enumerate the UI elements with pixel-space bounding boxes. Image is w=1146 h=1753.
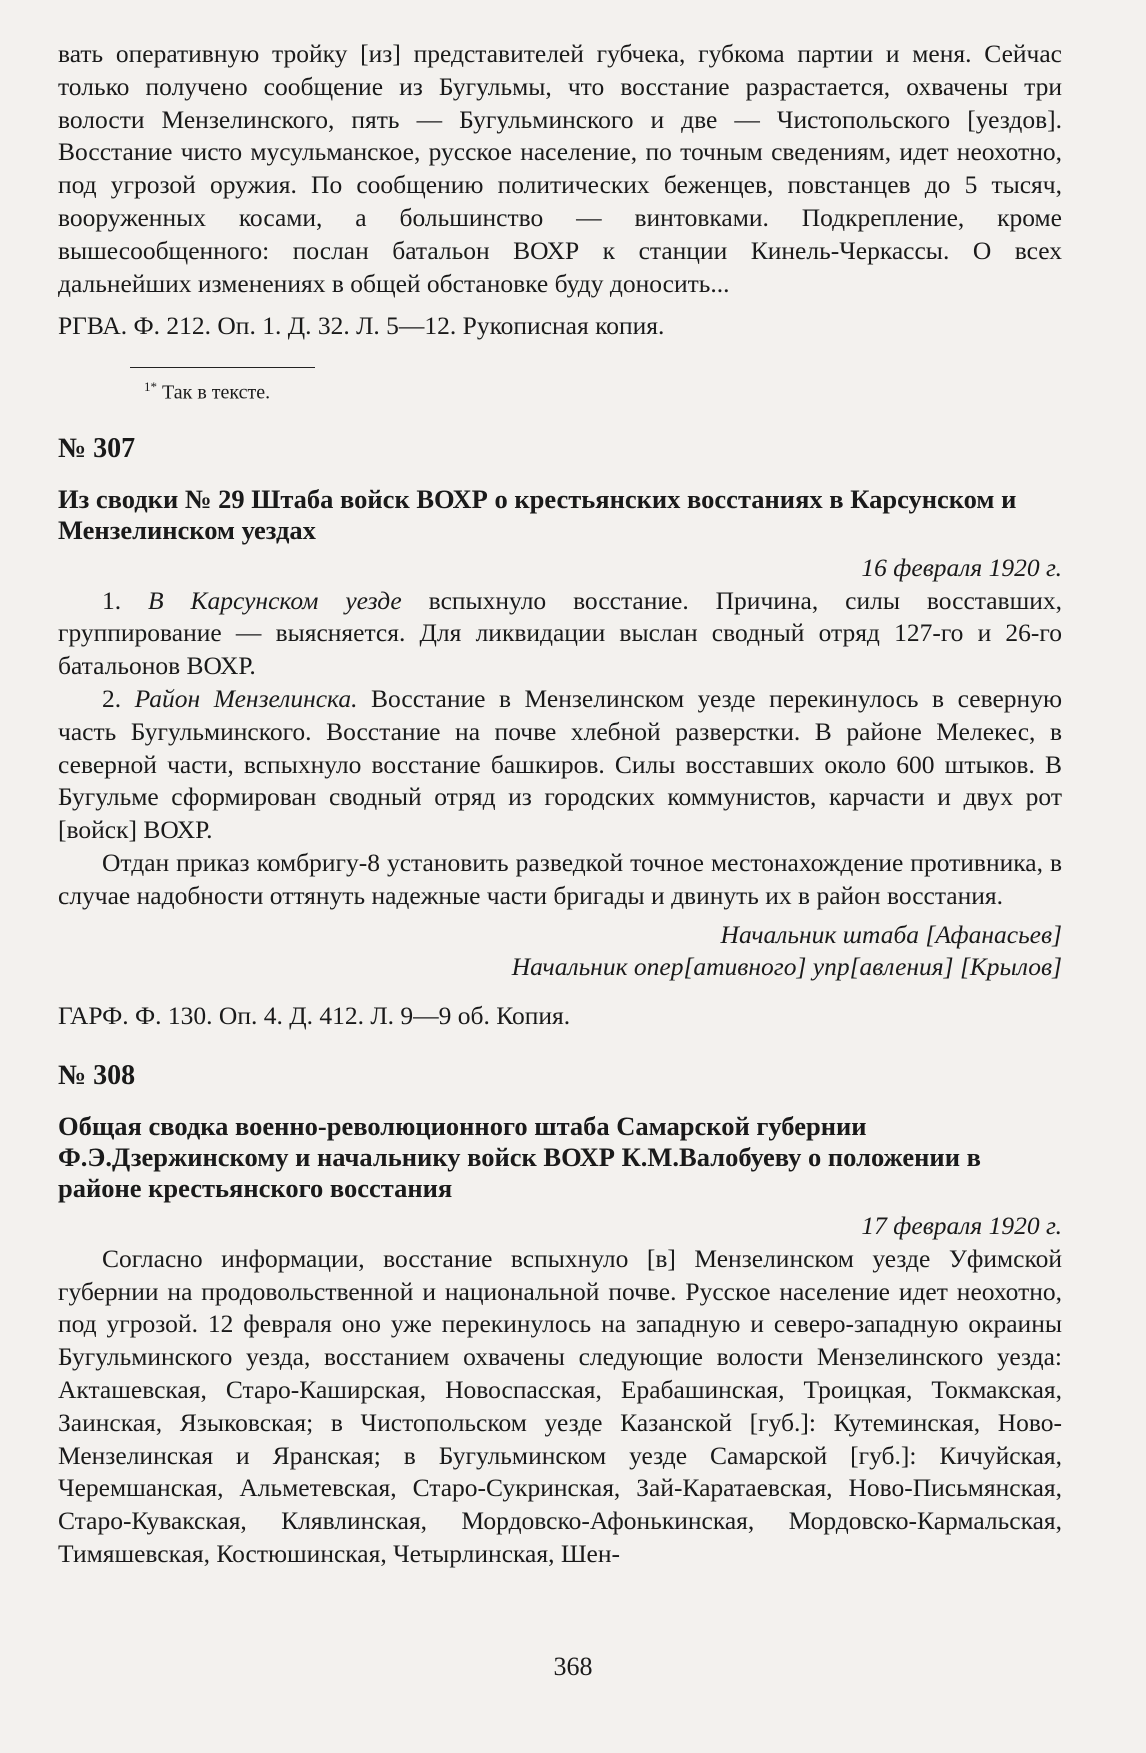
item-number: 2. bbox=[102, 684, 135, 714]
footnote-text: Так в тексте. bbox=[157, 381, 271, 404]
item-lead: В Карсунском уезде bbox=[148, 585, 402, 615]
document-title: Из сводки № 29 Штаба войск ВОХР о крестьянских восстаниях в Карсунском и Мензелинском уездах bbox=[58, 483, 1017, 545]
document-paragraph: Отдан приказ комбригу-8 установить разведкой точное местонахождение противника, в случае надобности оттянуть надежные части бригады и двинуть их в район восстания. bbox=[58, 848, 1062, 910]
footnote bbox=[144, 374, 1062, 406]
item-lead: Район Мензелинска. bbox=[134, 684, 358, 714]
document-number: № 308 bbox=[58, 1059, 136, 1091]
signature-line: Начальник штаба [Афанасьев] bbox=[720, 919, 1062, 949]
document-paragraph: Согласно информации, восстание вспыхнуло [в] Мензелинском уезде Уфимской губернии на продовольственной и национальной почве. Русское население идет неохотно, под угрозой. 12 февраля оно уже перекинулось на западную и северо-западную окраины Бугульминского уезда, восстанием охвачены следующие волости Мензелинского уезда: Акташевская, Старо-Каширская, Новоспасская, Ерабашинская, Троицкая, Токмакская, Заинская, Языковская; в Чистопольском уезде Казанской [губ.]: Кутеминская, Ново-Мензелинская и Яранская; в Бугульминском уезде Самарской [губ.]: Кичуйская, Черемшанская, Альметевская, Старо-Сукринская, Зай-Каратаевская, Ново-Письмянская, Старо-Кувакская, Клявлинская, Мордовско-Афонькинская, Мордовско-Кармальская, Тимяшевская, Костюшинская, Четырлинская, Шен- bbox=[58, 1243, 1062, 1568]
page-number: 368 bbox=[553, 1652, 593, 1681]
item-text: Восстание в Мензелинском уезде перекинулось в северную часть Бугульминского. Восстание на почве хлебной разверстки. В районе Мелекес, в северной части, вспыхнуло восстание башкиров. Силы восставших около 600 штыков. В Бугульме сформирован сводный отряд из городских коммунистов, карчасти и двух рот [войск] ВОХР. bbox=[58, 684, 1062, 845]
document-date: 17 февраля 1920 г. bbox=[861, 1210, 1062, 1240]
page-body bbox=[58, 38, 1062, 1571]
archive-source: РГВА. Ф. 212. Оп. 1. Д. 32. Л. 5—12. Рукописная копия. bbox=[58, 311, 665, 341]
document-item bbox=[58, 585, 1062, 683]
document-item bbox=[58, 683, 1062, 847]
signature-line: Начальник опер[ативного] упр[авления] [Крылов] bbox=[511, 952, 1062, 982]
intro-paragraph: вать оперативную тройку [из] представителей губчека, губкома партии и меня. Сейчас только получено сообщение из Бугульмы, что восстание разрастается, охвачены три волости Мензелинского, пять — Бугульминского и две — Чистопольского [уездов]. Восстание чисто мусульманское, русское население, по точным сведениям, идет неохотно, под угрозой оружия. По сообщению политических беженцев, повстанцев до 5 тысяч, вооруженных косами, а большинство — винтовками. Подкрепление, кроме вышесообщенного: послан батальон ВОХР к станции Кинель-Черкассы. О всех дальнейших изменениях в общей обстановке буду доносить... bbox=[58, 39, 1062, 298]
archive-source: ГАРФ. Ф. 130. Оп. 4. Д. 412. Л. 9—9 об. Копия. bbox=[58, 1001, 571, 1031]
document-date: 16 февраля 1920 г. bbox=[861, 552, 1062, 582]
item-number: 1. bbox=[102, 585, 149, 615]
footnote-divider bbox=[130, 367, 315, 368]
item-text: вспыхнуло восстание. Причина, силы восставших, группирование — выясняется. Для ликвидации выслан сводный отряд 127-го и 26-го батальонов ВОХР. bbox=[58, 585, 1062, 681]
document-number: № 307 bbox=[58, 432, 136, 464]
document-title: Общая сводка военно-революционного штаба Самарской губернии Ф.Э.Дзержинскому и начальнику войск ВОХР К.М.Валобуеву о положении в районе крестьянского восстания bbox=[58, 1110, 981, 1203]
footnote-mark: 1* bbox=[144, 379, 157, 395]
